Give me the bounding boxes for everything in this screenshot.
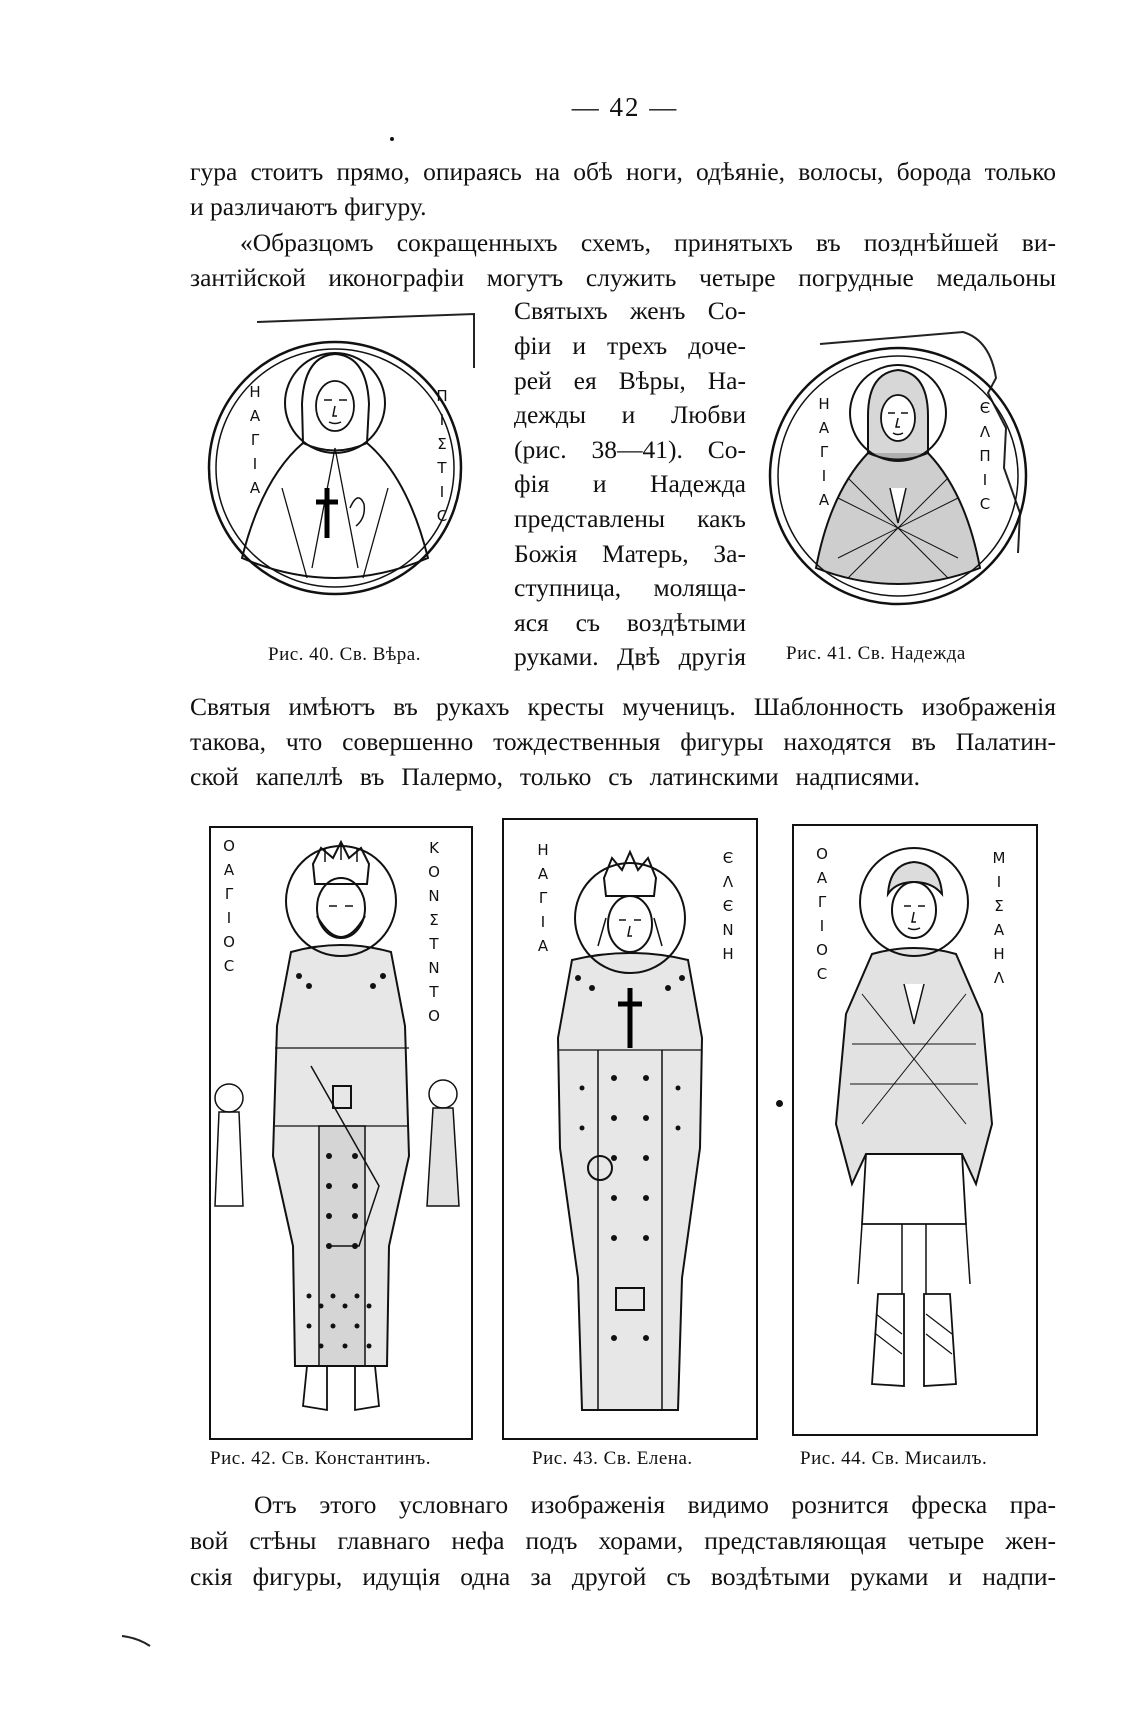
inscription-letter: Γ (250, 431, 260, 449)
text-line: «Образцомъ сокращенныхъ схемъ, принятыхъ въ позднѣйшей ви- (240, 228, 1056, 257)
inscription-letter: Σ (429, 911, 439, 929)
center-text-line: дежды и Любви (514, 400, 746, 429)
text-line: вой стѣны главнаго нефа подъ хорами, представляющая четыре жен- (190, 1526, 1056, 1555)
inscription-letter: A (249, 479, 261, 497)
inscription-letter: I (226, 909, 232, 927)
fig40-inscription-left (246, 380, 264, 500)
text-line: Святыя имѣютъ въ рукахъ кресты мученицъ. Шаблонность изображенія (190, 692, 1056, 721)
inscription-letter: H (537, 841, 549, 859)
inscription-letter: O (223, 933, 235, 951)
inscription-letter: Γ (224, 885, 234, 903)
center-text-line: (рис. 38—41). Со- (514, 435, 746, 464)
figure-41-medallion (768, 318, 1048, 628)
inscription-letter: T (429, 983, 439, 1001)
figure-42-caption: Рис. 42. Св. Константинъ. (210, 1448, 431, 1469)
inscription-letter: M (992, 849, 1006, 867)
inscription-letter: I (996, 873, 1002, 891)
text-line: Отъ этого условнаго изображенія видимо рознится фреска пра- (254, 1490, 1056, 1519)
center-text-line: яся съ воздѣтыми (514, 608, 746, 637)
inscription-letter: Є (979, 399, 991, 417)
inscription-letter: Λ (979, 423, 991, 441)
inscription-letter: Є (722, 849, 734, 867)
inscription-letter: O (816, 845, 828, 863)
inscription-letter: N (722, 921, 734, 939)
center-text-line: Божія Матерь, За- (514, 539, 746, 568)
scan-speck (776, 1100, 783, 1107)
center-text-line: ступница, моляща- (514, 573, 746, 602)
fig42-inscription-right (425, 836, 443, 1028)
inscription-letter: I (821, 467, 827, 485)
center-text-line: Святыхъ женъ Со- (514, 296, 746, 325)
inscription-letter: N (428, 959, 440, 977)
inscription-letter: Γ (538, 889, 548, 907)
inscription-letter: O (223, 837, 235, 855)
scan-speck (390, 137, 394, 141)
inscription-letter: Σ (437, 435, 447, 453)
inscription-letter: Π (979, 447, 991, 465)
inscription-letter: T (437, 459, 447, 477)
inscription-letter: A (537, 865, 549, 883)
fig41-inscription-left (815, 392, 833, 512)
fig43-inscription-left (534, 838, 552, 958)
figure-44-caption: Рис. 44. Св. Мисаилъ. (800, 1448, 988, 1469)
inscription-letter: I (982, 471, 988, 489)
fig41-inscription-right (976, 396, 994, 516)
fig44-inscription-left (813, 842, 831, 986)
inscription-letter: Є (722, 897, 734, 915)
center-text-line: руками. Двѣ другія (514, 642, 746, 671)
inscription-letter: A (818, 491, 830, 509)
inscription-letter: A (537, 937, 549, 955)
text-line: скія фигуры, идущія одна за другой съ воздѣтыми руками и надпи- (190, 1562, 1056, 1591)
inscription-letter: O (816, 941, 828, 959)
inscription-letter: A (818, 419, 830, 437)
inscription-letter: Σ (994, 897, 1004, 915)
inscription-letter: H (249, 383, 261, 401)
center-text-line: фія и Надежда (514, 469, 746, 498)
scan-stroke (120, 1634, 154, 1653)
figure-41-caption: Рис. 41. Св. Надежда (786, 643, 966, 664)
inscription-letter: I (252, 455, 258, 473)
inscription-letter: I (540, 913, 546, 931)
inscription-letter: Π (436, 387, 448, 405)
inscription-letter: A (816, 869, 828, 887)
inscription-letter: T (429, 935, 439, 953)
inscription-letter: H (993, 945, 1005, 963)
fig40-inscription-right (433, 384, 451, 528)
inscription-letter: C (436, 507, 448, 525)
inscription-letter: C (223, 957, 235, 975)
inscription-letter: I (439, 411, 445, 429)
center-text-line: рей ея Вѣры, На- (514, 366, 746, 395)
text-line: гура стоитъ прямо, опираясь на обѣ ноги, одѣяніе, волосы, борода только (190, 157, 1056, 186)
figure-40-caption: Рис. 40. Св. Вѣра. (268, 644, 421, 665)
inscription-letter: K (429, 839, 439, 857)
inscription-letter: I (819, 917, 825, 935)
inscription-letter: C (816, 965, 828, 983)
inscription-letter: Γ (819, 443, 829, 461)
inscription-letter: O (428, 863, 440, 881)
center-text-line: представлены какъ (514, 504, 746, 533)
inscription-letter: A (223, 861, 235, 879)
page-number: — 42 — (571, 92, 679, 122)
inscription-letter: O (428, 1007, 440, 1025)
inscription-letter: Γ (817, 893, 827, 911)
inscription-letter: H (818, 395, 830, 413)
inscription-letter: A (993, 921, 1005, 939)
text-line: зантійской иконографіи могутъ служить четыре погрудные медальоны (190, 263, 1056, 292)
inscription-letter: A (249, 407, 261, 425)
fig43-inscription-right (719, 846, 737, 966)
fig44-inscription-right (990, 846, 1008, 990)
figure-43-caption: Рис. 43. Св. Елена. (532, 1448, 693, 1469)
fig42-inscription-left (220, 834, 238, 978)
text-line: и различаютъ фигуру. (190, 192, 427, 221)
inscription-letter: Λ (993, 969, 1005, 987)
text-line: такова, что совершенно тождественныя фигуры находятся въ Палатин- (190, 727, 1056, 756)
inscription-letter: H (722, 945, 734, 963)
inscription-letter: Λ (722, 873, 734, 891)
inscription-letter: I (439, 483, 445, 501)
text-line: ской капеллѣ въ Палермо, только съ латинскими надписями. (190, 762, 920, 791)
center-text-line: фіи и трехъ доче- (514, 331, 746, 360)
inscription-letter: C (979, 495, 991, 513)
inscription-letter: N (428, 887, 440, 905)
